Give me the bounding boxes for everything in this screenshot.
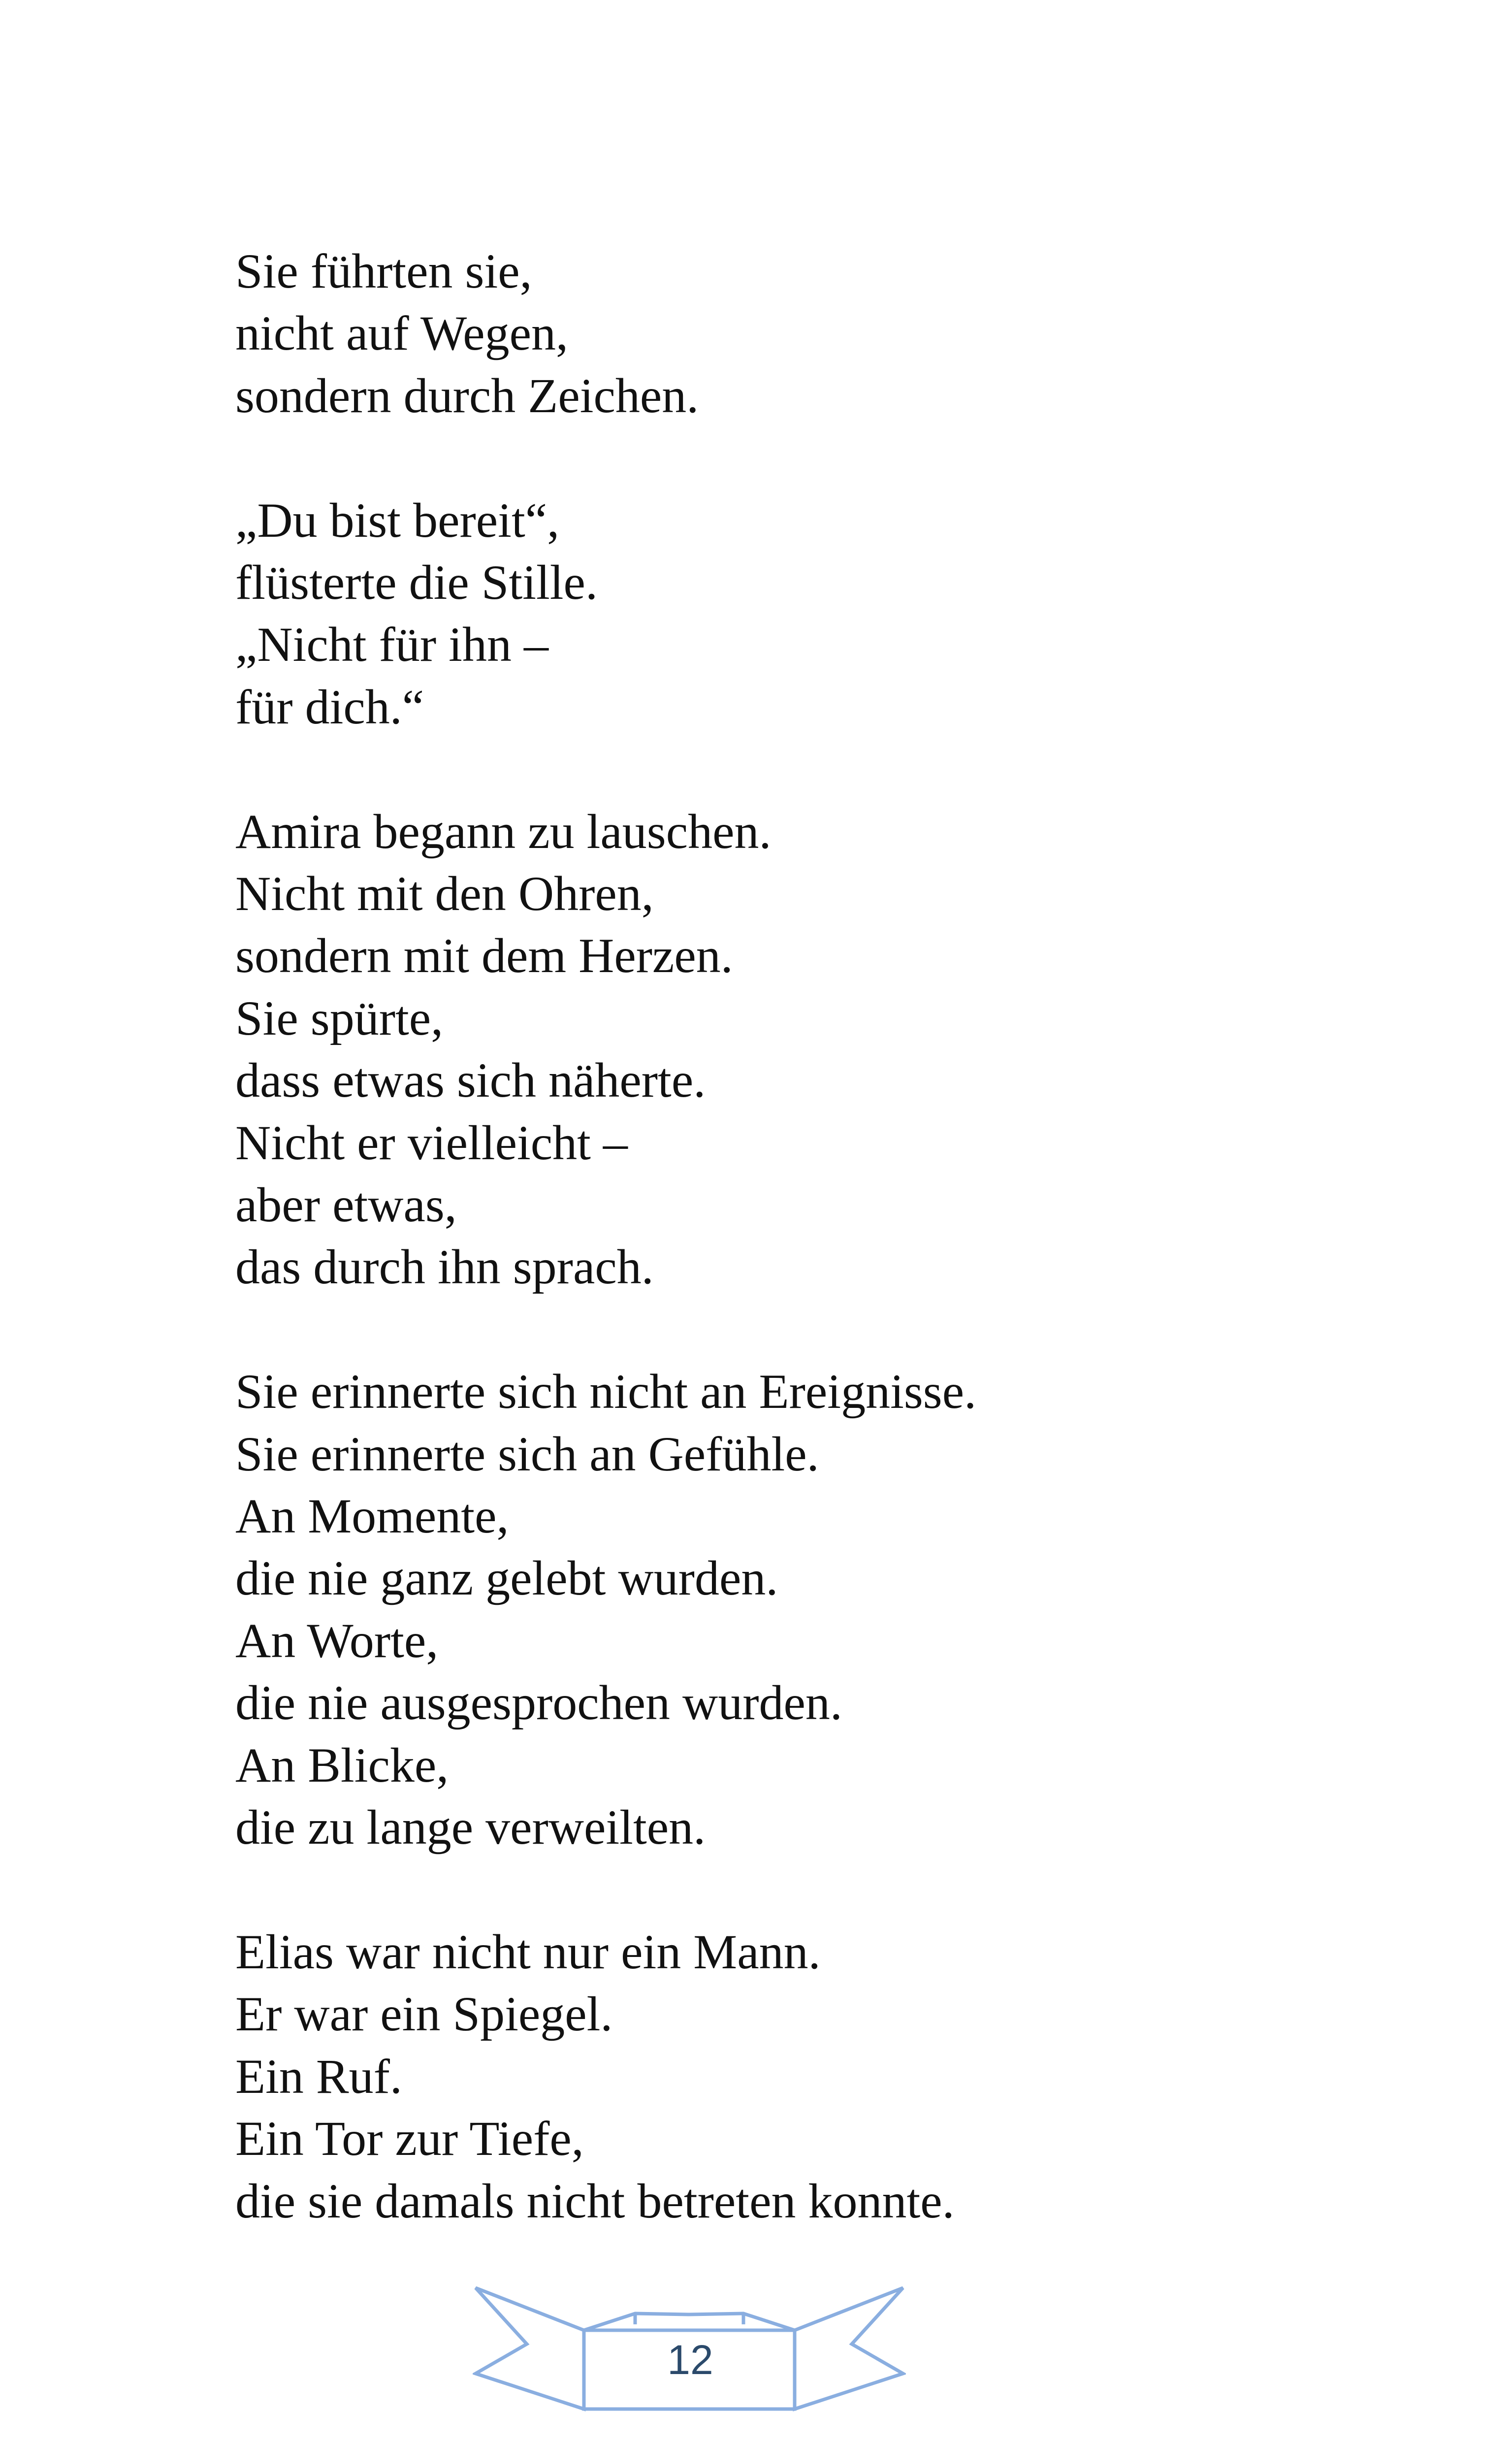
poem-line: nicht auf Wegen, (235, 306, 568, 361)
poem-line: Er war ein Spiegel. (235, 1987, 613, 2042)
poem-line: sondern mit dem Herzen. (235, 928, 733, 983)
poem-line: flüsterte die Stille. (235, 555, 598, 610)
page-number: 12 (667, 2337, 713, 2383)
poem-line: Sie erinnerte sich an Gefühle. (235, 1426, 819, 1481)
poem-line: Ein Ruf. (235, 2049, 402, 2104)
poem-line: Nicht er vielleicht – (235, 1115, 628, 1170)
poem-line: das durch ihn sprach. (235, 1239, 654, 1295)
poem-line: An Momente, (235, 1489, 509, 1544)
poem-line: aber etwas, (235, 1177, 457, 1233)
poem-line: Sie spürte, (235, 990, 444, 1045)
poem-line: die nie ganz gelebt wurden. (235, 1551, 778, 1606)
poem-line: sondern durch Zeichen. (235, 368, 699, 423)
stanza-1 (235, 240, 1368, 427)
poem-line: die nie ausgesprochen wurden. (235, 1675, 842, 1730)
stanza-5 (235, 1921, 1368, 2232)
poem-line: Sie erinnerte sich nicht an Ereignisse. (235, 1364, 977, 1419)
poem-line: die sie damals nicht betreten konnte. (235, 2173, 955, 2228)
poem-line: Amira begann zu lauschen. (235, 804, 772, 859)
poem-line: für dich.“ (235, 679, 424, 734)
stanza-4 (235, 1361, 1368, 1858)
poem-text (235, 240, 1368, 2232)
poem-line: die zu lange verweilten. (235, 1800, 706, 1855)
poem-line: Ein Tor zur Tiefe, (235, 2111, 584, 2166)
poem-line: Nicht mit den Ohren, (235, 866, 654, 921)
stanza-2 (235, 489, 1368, 739)
stanza-3 (235, 801, 1368, 1299)
page-number-banner (473, 2285, 906, 2413)
poem-line: dass etwas sich näherte. (235, 1053, 706, 1108)
poem-line: Sie führten sie, (235, 244, 532, 298)
poem-line: „Du bist bereit“, (235, 492, 560, 548)
poem-line: An Blicke, (235, 1737, 449, 1792)
poem-line: Elias war nicht nur ein Mann. (235, 1924, 821, 1979)
poem-line: „Nicht für ihn – (235, 617, 548, 672)
poem-line: An Worte, (235, 1613, 439, 1668)
